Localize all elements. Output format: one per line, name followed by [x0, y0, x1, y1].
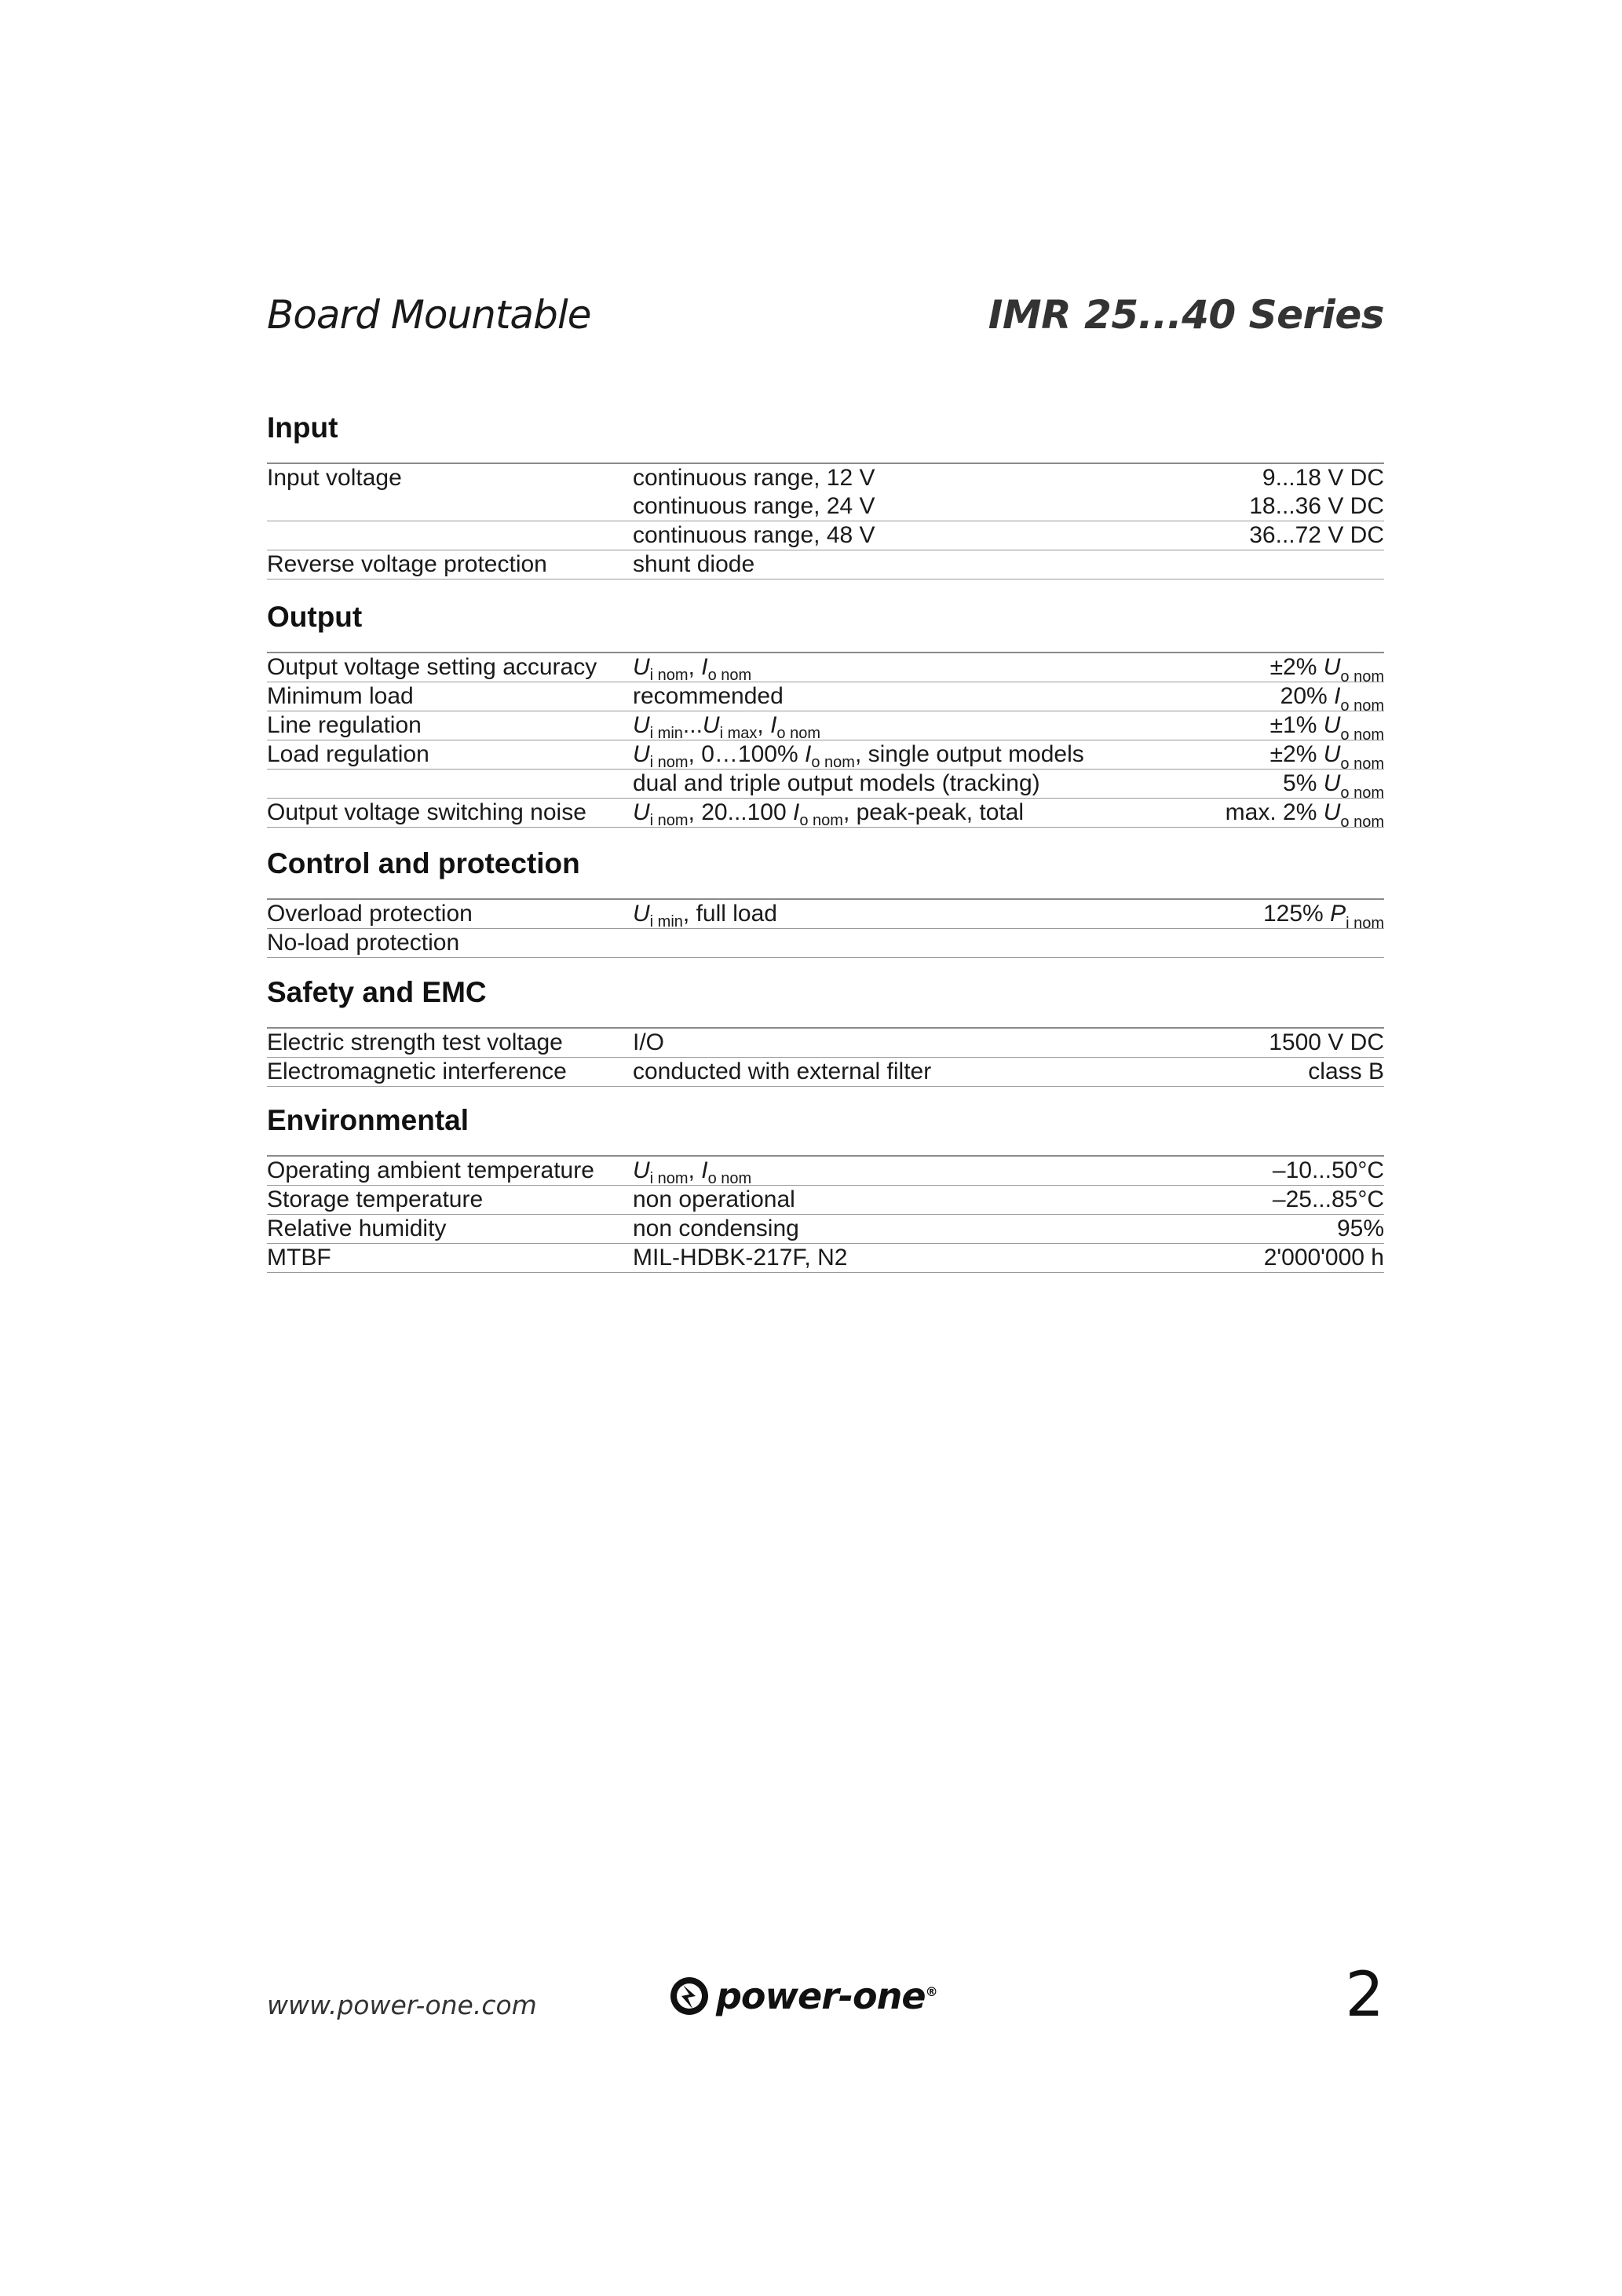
param-name: MTBF — [267, 1245, 331, 1270]
table-row — [267, 770, 1384, 802]
page-number: 2 — [1345, 1960, 1384, 2031]
value: class B — [1308, 1058, 1384, 1084]
value: ±2% $U_{o nom}$ — [1269, 654, 1384, 686]
value: 125% $P_{i nom}$ — [1263, 901, 1384, 932]
section-title: Environmental — [267, 1104, 469, 1136]
condition: non condensing — [633, 1216, 799, 1241]
section-safety-emc — [267, 975, 1384, 1087]
document-series-title: IMR 25...40 Series — [988, 292, 1384, 338]
table-row — [267, 492, 1384, 521]
company-logo — [669, 1972, 937, 2020]
condition: dual and triple output models (tracking) — [633, 770, 1040, 796]
table-row — [267, 1157, 1384, 1186]
param-name: Minimum load — [267, 683, 414, 709]
condition: continuous range, 12 V — [633, 465, 875, 491]
param-name: Operating ambient temperature — [267, 1157, 594, 1183]
condition: shunt diode — [633, 551, 755, 577]
condition: $U_{i nom}$, $I_{o nom}$ — [633, 654, 752, 684]
section-output — [267, 600, 1384, 831]
table-row — [267, 1215, 1384, 1244]
table-row — [267, 929, 1384, 958]
table-row — [267, 1029, 1384, 1058]
document-category: Board Mountable — [267, 292, 591, 338]
condition: non operational — [633, 1186, 795, 1212]
footer-url-link[interactable]: www.power-one.com — [267, 1990, 537, 2020]
value: 5% $U_{o nom}$ — [1283, 770, 1384, 802]
table-row — [267, 799, 1384, 831]
param-name: Output voltage setting accuracy — [267, 654, 597, 680]
value: 20% $I_{o nom}$ — [1280, 683, 1384, 715]
value: 18...36 V DC — [1249, 493, 1384, 519]
value: max. 2% $U_{o nom}$ — [1225, 799, 1384, 831]
table-row — [267, 711, 1384, 744]
param-name: Storage temperature — [267, 1186, 484, 1212]
value: 95% — [1336, 1216, 1384, 1241]
value: ±1% $U_{o nom}$ — [1269, 712, 1384, 744]
table-row — [267, 740, 1384, 773]
param-name: Line regulation — [267, 712, 422, 738]
condition: continuous range, 24 V — [633, 493, 875, 519]
table-row — [267, 1058, 1384, 1087]
param-name: Overload protection — [267, 901, 473, 927]
value: 36...72 V DC — [1249, 522, 1384, 548]
page-header — [267, 292, 1384, 347]
condition: recommended — [633, 683, 784, 709]
param-name: Electric strength test voltage — [267, 1029, 563, 1055]
value: –10...50°C — [1272, 1157, 1384, 1183]
section-title: Control and protection — [267, 847, 580, 879]
table-row — [267, 1186, 1384, 1215]
value: 1500 V DC — [1269, 1029, 1384, 1055]
table-row — [267, 900, 1384, 932]
table-row — [267, 521, 1384, 550]
table-row — [267, 464, 1384, 492]
param-name: No-load protection — [267, 930, 460, 956]
param-name: Load regulation — [267, 741, 429, 767]
value: –25...85°C — [1272, 1186, 1384, 1212]
section-control-protection — [267, 846, 1384, 958]
condition: $U_{i nom}$, 0…100% $I_{o nom}$, single output models — [633, 741, 1084, 771]
table-row — [267, 653, 1384, 686]
section-title: Output — [267, 601, 363, 633]
section-input — [267, 411, 1384, 579]
param-name: Input voltage — [267, 465, 402, 491]
param-name: Relative humidity — [267, 1216, 447, 1241]
table-row — [267, 550, 1384, 579]
section-title: Input — [267, 411, 338, 444]
condition: I/O — [633, 1029, 665, 1055]
power-one-logo-icon — [669, 1976, 710, 2016]
condition: conducted with external filter — [633, 1058, 932, 1084]
section-environmental — [267, 1103, 1384, 1273]
condition: MIL-HDBK-217F, N2 — [633, 1245, 848, 1270]
value: 9...18 V DC — [1262, 465, 1384, 491]
condition: $U_{i nom}$, $I_{o nom}$ — [633, 1157, 752, 1187]
section-title: Safety and EMC — [267, 976, 487, 1008]
value: ±2% $U_{o nom}$ — [1269, 741, 1384, 773]
condition: $U_{i nom}$, 20...100 $I_{o nom}$, peak-peak, total — [633, 799, 1025, 829]
table-row — [267, 682, 1384, 715]
param-name: Electromagnetic interference — [267, 1058, 567, 1084]
condition: $U_{i min}$, full load — [633, 901, 777, 930]
param-name: Output voltage switching noise — [267, 799, 586, 825]
condition: continuous range, 48 V — [633, 522, 875, 548]
table-row — [267, 1244, 1384, 1273]
logo-wordmark: power-one® — [716, 1975, 937, 2017]
param-name: Reverse voltage protection — [267, 551, 547, 577]
condition: $U_{i min}...U_{i max}$, $I_{o nom}$ — [633, 712, 820, 742]
value: 2'000'000 h — [1263, 1245, 1384, 1270]
